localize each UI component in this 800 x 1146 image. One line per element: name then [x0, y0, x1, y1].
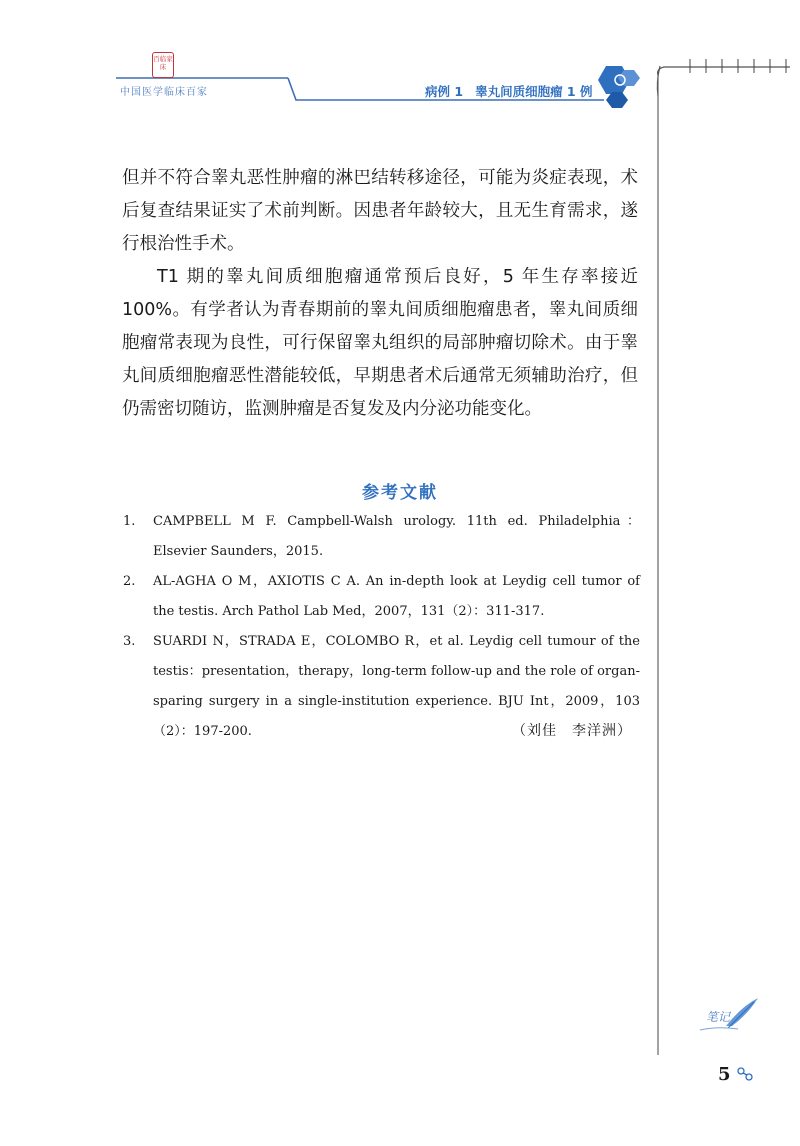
reference-number: 1.: [123, 514, 136, 529]
chapter-name: 睾丸间质细胞瘤 1 例: [475, 84, 593, 99]
reference-number: 3.: [123, 634, 136, 649]
reference-item: [120, 567, 640, 627]
reference-text: AL-AGHA O M，AXIOTIS C A. An in-depth look at Leydig cell tumor of the testis. Arch Pathol Lab Med，2007，131（2）：311-317.: [153, 574, 640, 619]
reference-number: 2.: [123, 574, 136, 589]
body-text: [122, 162, 638, 426]
references-list: [120, 507, 640, 747]
series-logo: 百临家床: [152, 52, 174, 78]
body-paragraph: T1 期的睾丸间质细胞瘤通常预后良好，5 年生存率接近 100%。有学者认为青春期前的睾丸间质细胞瘤患者，睾丸间质细胞瘤常表现为良性，可行保留睾丸组织的局部肿瘤切除术。由于睾丸间质细胞瘤恶性潜能较低，早期患者术后通常无须辅助治疗，但仍需密切随访，监测肿瘤是否复发及内分泌功能变化。: [122, 267, 638, 419]
reference-item: [120, 507, 640, 567]
page-number: 5: [718, 1064, 731, 1085]
reference-text: CAMPBELL M F. Campbell-Walsh urology. 11th ed. Philadelphia：Elsevier Saunders，2015.: [153, 514, 640, 559]
body-paragraph: 但并不符合睾丸恶性肿瘤的淋巴结转移途径，可能为炎症表现，术后复查结果证实了术前判断。因患者年龄较大，且无生育需求，遂行根治性手术。: [122, 168, 638, 254]
notes-margin-decoration: [650, 55, 800, 1055]
chapter-label: 病例 1: [425, 84, 464, 99]
authors: （刘佳 李洋洲）: [512, 723, 632, 739]
notes-label: 笔记: [706, 1010, 731, 1024]
running-chapter-title: [425, 82, 604, 100]
page-ornament: [736, 1066, 756, 1082]
references-title: 参考文献: [362, 483, 438, 503]
series-name: 中国医学临床百家: [120, 87, 208, 98]
reference-text: SUARDI N，STRADA E，COLOMBO R，et al. Leydig cell tumour of the testis：presentation，therapy，long-term follow-up and the role of organ-sparing surgery in a single-institution experience. BJU Int，2009，103（2）：197-200.: [153, 634, 640, 739]
